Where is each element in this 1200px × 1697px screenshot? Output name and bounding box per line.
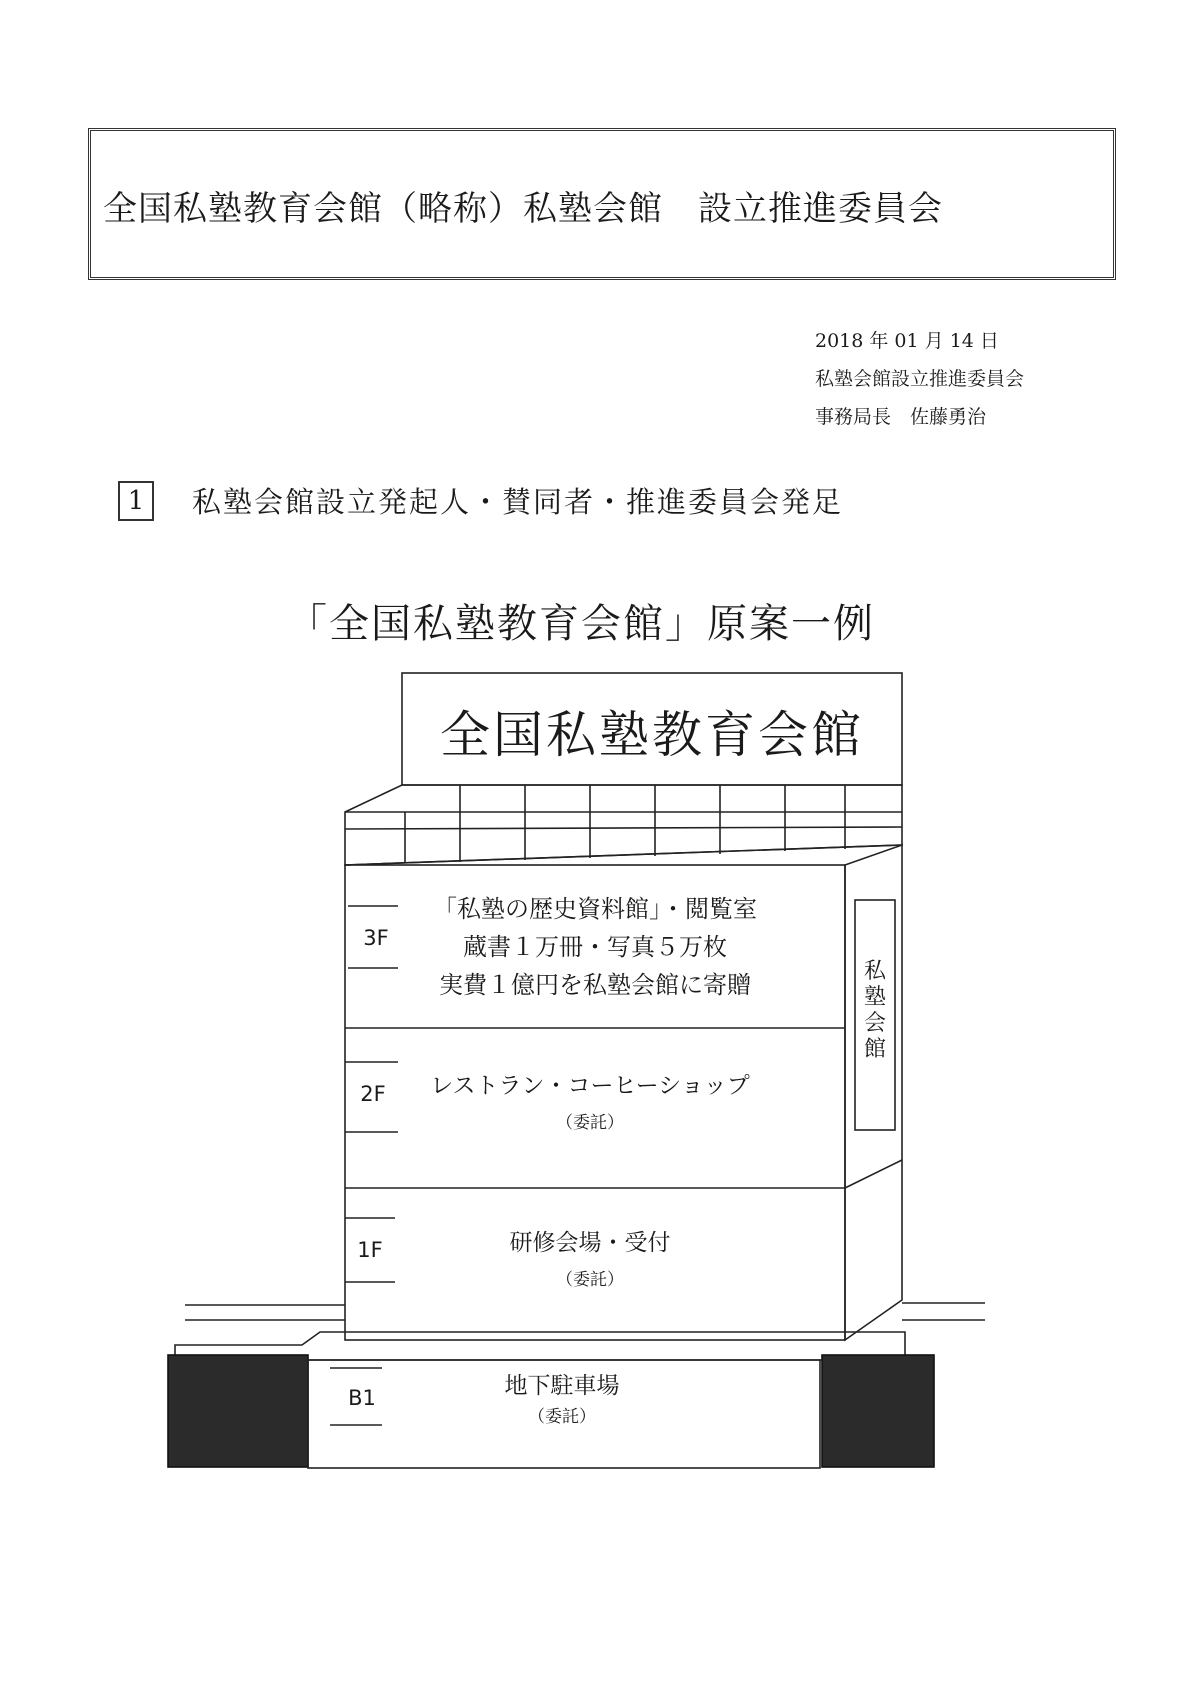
rooftop-sign-text: 全国私塾教育会館 xyxy=(440,706,864,764)
floor-b1 xyxy=(330,1368,620,1427)
plan-heading: 「全国私塾教育会館」原案一例 xyxy=(287,601,875,647)
floor-1f xyxy=(345,1218,671,1290)
vertical-sign-char: 塾 xyxy=(863,985,887,1010)
floor-description: 「私塾の歴史資料館」・閲覧室 xyxy=(433,895,757,923)
floor-description: 実費１億円を私塾会館に寄贈 xyxy=(439,971,751,999)
document-date: 2018 年 01 月 14 日 xyxy=(815,330,999,352)
floor-description: 研修会場・受付 xyxy=(509,1230,671,1256)
section-title: 私塾会館設立発起人・賛同者・推進委員会発足 xyxy=(192,485,844,519)
roof-structure xyxy=(345,785,902,865)
vertical-sign-char: 館 xyxy=(863,1037,887,1062)
floor-3f xyxy=(348,895,757,999)
floor-2f xyxy=(345,1062,750,1133)
floor-description: 地下駐車場 xyxy=(504,1373,620,1399)
floor-description: 蔵書１万冊・写真５万枚 xyxy=(463,933,727,961)
section-number: 1 xyxy=(118,481,154,521)
ground-block-right xyxy=(822,1355,934,1467)
floor-description: レストラン・コーヒーショップ xyxy=(430,1073,750,1099)
floor-label: 1F xyxy=(357,1238,383,1262)
document-title: 全国私塾教育会館（略称）私塾会館 設立推進委員会 xyxy=(103,189,943,229)
floor-note: （委託） xyxy=(556,1113,624,1133)
floor-note: （委託） xyxy=(528,1407,596,1427)
vertical-sign-char: 私 xyxy=(863,959,887,984)
floor-label: 2F xyxy=(360,1082,386,1106)
building-side xyxy=(845,845,902,1340)
floor-label: B1 xyxy=(348,1386,376,1410)
organization-name: 私塾会館設立推進委員会 xyxy=(815,368,1025,390)
ground-block-left xyxy=(168,1355,308,1467)
author-name: 事務局長 佐藤勇治 xyxy=(815,406,987,428)
vertical-sign-char: 会 xyxy=(863,1011,887,1036)
floor-note: （委託） xyxy=(556,1270,624,1290)
floor-label: 3F xyxy=(363,926,389,950)
